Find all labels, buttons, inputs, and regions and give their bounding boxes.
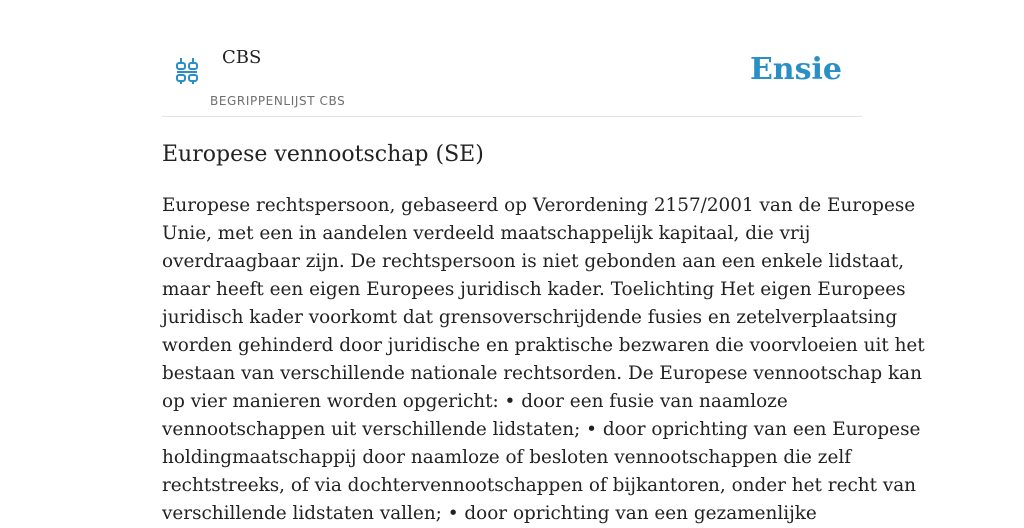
brand-logo[interactable]: Ensie	[749, 52, 842, 87]
header	[162, 0, 862, 117]
source-subtitle[interactable]: BEGRIPPENLIJST CBS	[210, 94, 346, 108]
definition-line: vennootschappen uit verschillende lidstaten; • door oprichting van een Europese	[162, 419, 921, 440]
definition-line: holdingmaatschappij door naamloze of besloten vennootschappen die zelf	[162, 447, 852, 468]
page-title: Europese vennootschap (SE)	[162, 142, 484, 167]
definition-line: maar heeft een eigen Europees juridisch kader. Toelichting Het eigen Europees	[162, 279, 906, 300]
definition-line: rechtstreeks, of via dochtervennootschappen of bijkantoren, onder het recht van	[162, 475, 917, 496]
definition-line: Europese rechtspersoon, gebaseerd op Verordening 2157/2001 van de Europese	[162, 195, 916, 216]
definition-line: bestaan van verschillende nationale rechtsorden. De Europese vennootschap kan	[162, 363, 922, 384]
definition-line: op vier manieren worden opgericht: • door een fusie van naamloze	[162, 391, 788, 412]
cbs-logo-icon[interactable]	[176, 57, 198, 85]
definition-text	[162, 192, 925, 528]
definition-line: verschillende lidstaten vallen; • door oprichting van een gezamenlijke	[162, 503, 817, 524]
definition-line: overdraagbaar zijn. De rechtspersoon is niet gebonden aan een enkele lidstaat,	[162, 251, 905, 272]
definition-line: Unie, met een in aandelen verdeeld maatschappelijk kapitaal, die vrij	[162, 223, 811, 244]
source-name[interactable]: CBS	[222, 47, 262, 68]
definition-line: juridisch kader voorkomt dat grensoverschrijdende fusies en zetelverplaatsing	[162, 307, 898, 328]
definition-line: worden gehinderd door juridische en praktische bezwaren die voorvloeien uit het	[162, 335, 925, 356]
